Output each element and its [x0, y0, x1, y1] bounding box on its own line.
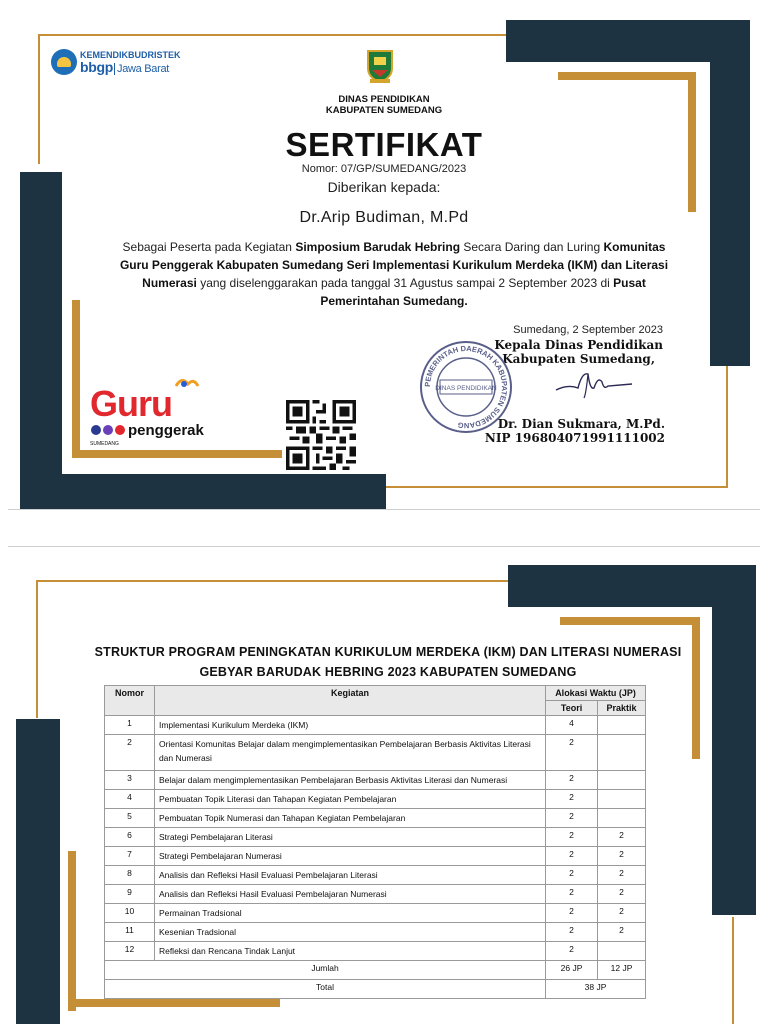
guru-logo-sub: penggerak: [128, 422, 204, 439]
table-row-total: [105, 980, 646, 999]
guru-penggerak-logo: [90, 378, 220, 448]
gold-band-left: [68, 851, 76, 1011]
row-praktik: 2: [598, 885, 646, 904]
jumlah-praktik: 12 JP: [598, 961, 646, 980]
gold-band-bottom: [72, 450, 282, 458]
body-text-3: yang diselenggarakan pada tanggal 31 Agustus sampai 2 September 2023 di: [196, 276, 614, 290]
gold-band-top: [558, 72, 696, 80]
total-label: Total: [105, 980, 546, 999]
header-nomor: Nomor: [105, 686, 155, 716]
body-text-2: Secara Daring dan Luring: [460, 240, 604, 254]
row-praktik: 2: [598, 828, 646, 847]
table-row: [105, 847, 646, 866]
certificate-title: SERTIFIKAT: [285, 126, 483, 163]
table-row: [105, 790, 646, 809]
navy-band-left: [20, 172, 62, 510]
row-praktik: [598, 809, 646, 828]
gold-band-left: [72, 300, 80, 458]
jumlah-teori: 26 JP: [546, 961, 598, 980]
frame-line-left: [36, 580, 38, 718]
handwritten-signature: [548, 364, 638, 400]
row-kegiatan: Refleksi dan Rencana Tindak Lanjut: [154, 942, 545, 961]
row-teori: 2: [546, 923, 598, 942]
row-kegiatan: Strategi Pembelajaran Numerasi: [154, 847, 545, 866]
table-row: [105, 735, 646, 771]
certificate-number: Nomor: 07/GP/SUMEDANG/2023: [301, 163, 467, 175]
table-row: [105, 716, 646, 735]
structure-title-line2: GEBYAR BARUDAK HEBRING 2023 KABUPATEN SUMEDANG: [199, 665, 577, 679]
body-bold-3: Pusat Pemerintahan Sumedang.: [320, 276, 646, 308]
header-teori: Teori: [546, 701, 598, 716]
row-praktik: 2: [598, 904, 646, 923]
certificate-body: [108, 238, 680, 310]
table-row: [105, 942, 646, 961]
gold-band-right: [692, 617, 700, 759]
bbgp-label: [80, 59, 169, 75]
row-no: 2: [105, 735, 155, 771]
row-teori: 2: [546, 904, 598, 923]
jp-table: [104, 685, 646, 999]
row-kegiatan: Implementasi Kurikulum Merdeka (IKM): [154, 716, 545, 735]
frame-line-bottom: [386, 486, 728, 488]
page-gap: [0, 510, 768, 546]
row-no: 5: [105, 809, 155, 828]
row-praktik: [598, 771, 646, 790]
row-teori: 2: [546, 790, 598, 809]
row-teori: 2: [546, 809, 598, 828]
row-kegiatan: Analisis dan Refleksi Hasil Evaluasi Pembelajaran Literasi: [154, 866, 545, 885]
given-to-label: Diberikan kepada:: [327, 179, 441, 195]
table-row: [105, 866, 646, 885]
issuer-line1: DINAS PENDIDIKAN: [338, 94, 430, 105]
row-praktik: [598, 790, 646, 809]
table-row: [105, 809, 646, 828]
navy-band-bottom: [20, 474, 386, 510]
signatory-nip: NIP 196804071991111002: [484, 431, 665, 445]
header-kegiatan: Kegiatan: [154, 686, 545, 716]
recipient-name: Dr.Arip Budiman, M.Pd: [299, 209, 469, 226]
frame-line-left: [38, 34, 40, 164]
stamp-outer-text: PEMERINTAH DAERAH KABUPATEN SUMEDANG: [422, 343, 510, 431]
header-praktik: Praktik: [598, 701, 646, 716]
signature-role-line2: Kabupaten Sumedang,: [502, 352, 655, 366]
guru-logo-word: Guru: [90, 383, 172, 424]
structure-page: [8, 546, 760, 1024]
row-kegiatan: Strategi Pembelajaran Literasi: [154, 828, 545, 847]
gold-band-right: [688, 72, 696, 212]
row-praktik: 2: [598, 866, 646, 885]
row-no: 11: [105, 923, 155, 942]
frame-line-top: [36, 580, 510, 582]
table-row: [105, 885, 646, 904]
row-praktik: [598, 942, 646, 961]
row-no: 7: [105, 847, 155, 866]
total-value: 38 JP: [546, 980, 646, 999]
row-no: 10: [105, 904, 155, 923]
navy-band-right: [712, 565, 756, 915]
signatory-name: Dr. Dian Sukmara, M.Pd.: [497, 417, 665, 431]
row-teori: 2: [546, 771, 598, 790]
navy-band-left: [16, 719, 60, 1024]
row-kegiatan: Analisis dan Refleksi Hasil Evaluasi Pembelajaran Numerasi: [154, 885, 545, 904]
certificate-page: [8, 6, 760, 510]
navy-band-right: [710, 20, 750, 366]
table-row: [105, 923, 646, 942]
gold-band-top: [560, 617, 700, 625]
table-row: [105, 828, 646, 847]
body-text-1: Sebagai Peserta pada Kegiatan: [122, 240, 296, 254]
frame-line-right: [726, 366, 728, 488]
row-praktik: [598, 735, 646, 771]
row-kegiatan: Kesenian Tradsional: [154, 923, 545, 942]
guru-logo-small: SUMEDANG: [90, 441, 119, 447]
row-praktik: [598, 716, 646, 735]
row-no: 3: [105, 771, 155, 790]
row-praktik: 2: [598, 847, 646, 866]
row-no: 9: [105, 885, 155, 904]
table-row-jumlah: [105, 961, 646, 980]
bbgp-text: bbgp: [80, 59, 114, 75]
kemendikbud-logo-icon: [51, 49, 77, 75]
row-kegiatan: Belajar dalam mengimplementasikan Pembelajaran Berbasis Aktivitas Literasi dan Numerasi: [154, 771, 545, 790]
header-alokasi: Alokasi Waktu (JP): [546, 686, 646, 701]
row-kegiatan: Permainan Tradsional: [154, 904, 545, 923]
jumlah-label: Jumlah: [105, 961, 546, 980]
gold-band-bottom: [68, 999, 280, 1007]
frame-line-right: [732, 917, 734, 1024]
row-teori: 4: [546, 716, 598, 735]
sumedang-crest-icon: [366, 48, 394, 84]
row-kegiatan: Pembuatan Topik Numerasi dan Tahapan Kegiatan Pembelajaran: [154, 809, 545, 828]
row-no: 12: [105, 942, 155, 961]
row-praktik: 2: [598, 923, 646, 942]
signature-place-date: Sumedang, 2 September 2023: [513, 324, 663, 336]
frame-line-top: [38, 34, 508, 36]
kemendikbud-label: KEMENDIKBUDRISTEK: [80, 50, 181, 60]
signature-role-line1: Kepala Dinas Pendidikan: [494, 338, 663, 352]
row-kegiatan: Orientasi Komunitas Belajar dalam mengimplementasikan Pembelajaran Berbasis Aktivitas Literasi dan Numerasi: [154, 735, 545, 771]
row-teori: 2: [546, 828, 598, 847]
row-no: 1: [105, 716, 155, 735]
row-no: 8: [105, 866, 155, 885]
row-kegiatan: Pembuatan Topik Literasi dan Tahapan Kegiatan Pembelajaran: [154, 790, 545, 809]
row-no: 4: [105, 790, 155, 809]
body-bold-2: Komunitas Guru Penggerak Kabupaten Sumedang Seri Implementasi Kurikulum Merdeka (IKM) dan Literasi Numerasi: [119, 240, 669, 290]
row-teori: 2: [546, 942, 598, 961]
stamp-inner-text: DINAS PENDIDIKAN: [435, 385, 497, 392]
qr-code-icon: [286, 400, 356, 470]
table-row: [105, 904, 646, 923]
issuer-line2: KABUPATEN SUMEDANG: [325, 105, 443, 116]
row-teori: 2: [546, 885, 598, 904]
row-teori: 2: [546, 866, 598, 885]
bbgp-region: Jawa Barat: [114, 63, 169, 75]
table-row: [105, 771, 646, 790]
structure-title-line1: STRUKTUR PROGRAM PENINGKATAN KURIKULUM MERDEKA (IKM) DAN LITERASI NUMERASI: [94, 645, 682, 659]
row-teori: 2: [546, 735, 598, 771]
body-bold-1: Simposium Barudak Hebring: [295, 240, 461, 254]
row-no: 6: [105, 828, 155, 847]
row-teori: 2: [546, 847, 598, 866]
